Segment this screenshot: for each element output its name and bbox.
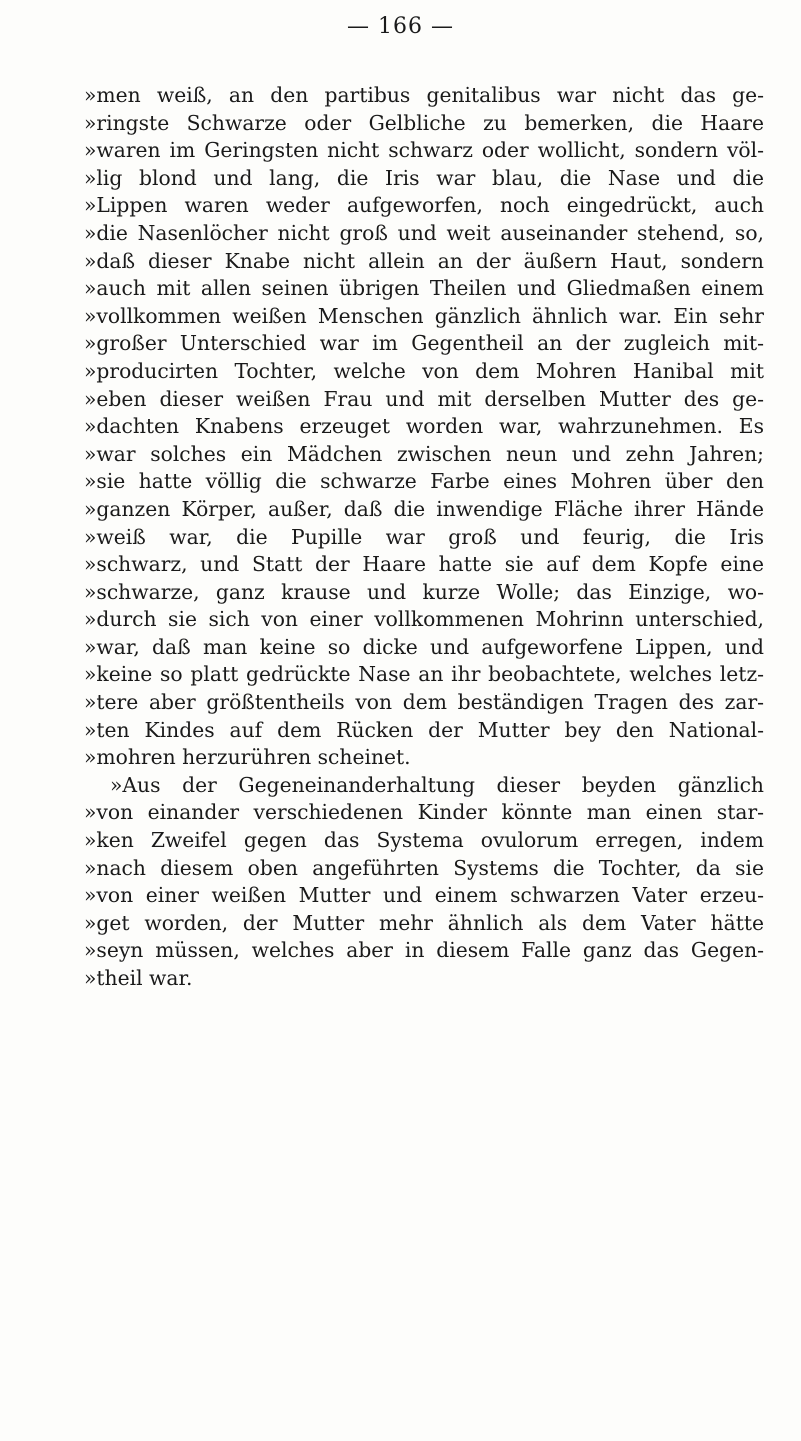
text-line: »weiß war, die Pupille war groß und feurig, die Iris xyxy=(84,524,764,549)
text-line: »get worden, der Mutter mehr ähnlich als dem Vater hätte xyxy=(84,910,764,935)
text-line: »großer Unterschied war im Gegentheil an der zugleich mit- xyxy=(84,331,764,356)
text-line: »ganzen Körper, außer, daß die inwendige Fläche ihrer Hände xyxy=(84,496,764,521)
text-line: »eben dieser weißen Frau und mit derselben Mutter des ge- xyxy=(84,386,764,411)
text-line: »schwarze, ganz krause und kurze Wolle; das Einzige, wo- xyxy=(84,579,764,604)
text-line: »Aus der Gegeneinanderhaltung dieser beyden gänzlich xyxy=(110,772,764,797)
text-line: »auch mit allen seinen übrigen Theilen und Gliedmaßen einem xyxy=(84,276,764,301)
text-line: »ken Zweifel gegen das Systema ovulorum erregen, indem xyxy=(84,828,764,853)
text-line: »nach diesem oben angeführten Systems die Tochter, da sie xyxy=(84,855,764,880)
text-line: »mohren herzurühren scheinet. xyxy=(84,745,411,770)
text-line: »lig blond und lang, die Iris war blau, die Nase und die xyxy=(84,165,764,190)
text-line: »die Nasenlöcher nicht groß und weit auseinander stehend, so, xyxy=(84,220,764,245)
text-line: »von einander verschiedenen Kinder könnte man einen star- xyxy=(84,800,764,825)
text-line: »vollkommen weißen Menschen gänzlich ähnlich war. Ein sehr xyxy=(84,303,764,328)
text-line: »daß dieser Knabe nicht allein an der äußern Haut, sondern xyxy=(84,248,764,273)
text-line: »dachten Knabens erzeuget worden war, wahrzunehmen. Es xyxy=(84,414,764,439)
page-number: — 166 — xyxy=(347,14,454,39)
text-line: »keine so platt gedrückte Nase an ihr beobachtete, welches letz- xyxy=(84,662,764,687)
text-line: »durch sie sich von einer vollkommenen Mohrinn unterschied, xyxy=(84,607,764,632)
text-line: »ringste Schwarze oder Gelbliche zu bemerken, die Haare xyxy=(84,110,764,135)
text-line: »seyn müssen, welches aber in diesem Falle ganz das Gegen- xyxy=(84,938,764,963)
text-line: »sie hatte völlig die schwarze Farbe eines Mohren über den xyxy=(84,469,764,494)
text-line: »men weiß, an den partibus genitalibus war nicht das ge- xyxy=(84,83,764,107)
text-line: »schwarz, und Statt der Haare hatte sie auf dem Kopfe eine xyxy=(84,552,764,577)
text-line: »war, daß man keine so dicke und aufgeworfene Lippen, und xyxy=(84,634,764,659)
text-line: »theil war. xyxy=(84,966,193,990)
body-text xyxy=(84,82,764,993)
text-line: »ten Kindes auf dem Rücken der Mutter bey den National- xyxy=(84,717,764,742)
text-line: »producirten Tochter, welche von dem Mohren Hanibal mit xyxy=(84,358,764,383)
text-line: »tere aber größtentheils von dem beständigen Tragen des zar- xyxy=(84,690,764,715)
text-line: »waren im Geringsten nicht schwarz oder wollicht, sondern völ- xyxy=(84,138,764,163)
text-line: »war solches ein Mädchen zwischen neun und zehn Jahren; xyxy=(84,441,764,466)
text-line: »Lippen waren weder aufgeworfen, noch eingedrückt, auch xyxy=(84,193,764,218)
text-line: »von einer weißen Mutter und einem schwarzen Vater erzeu- xyxy=(84,883,764,908)
